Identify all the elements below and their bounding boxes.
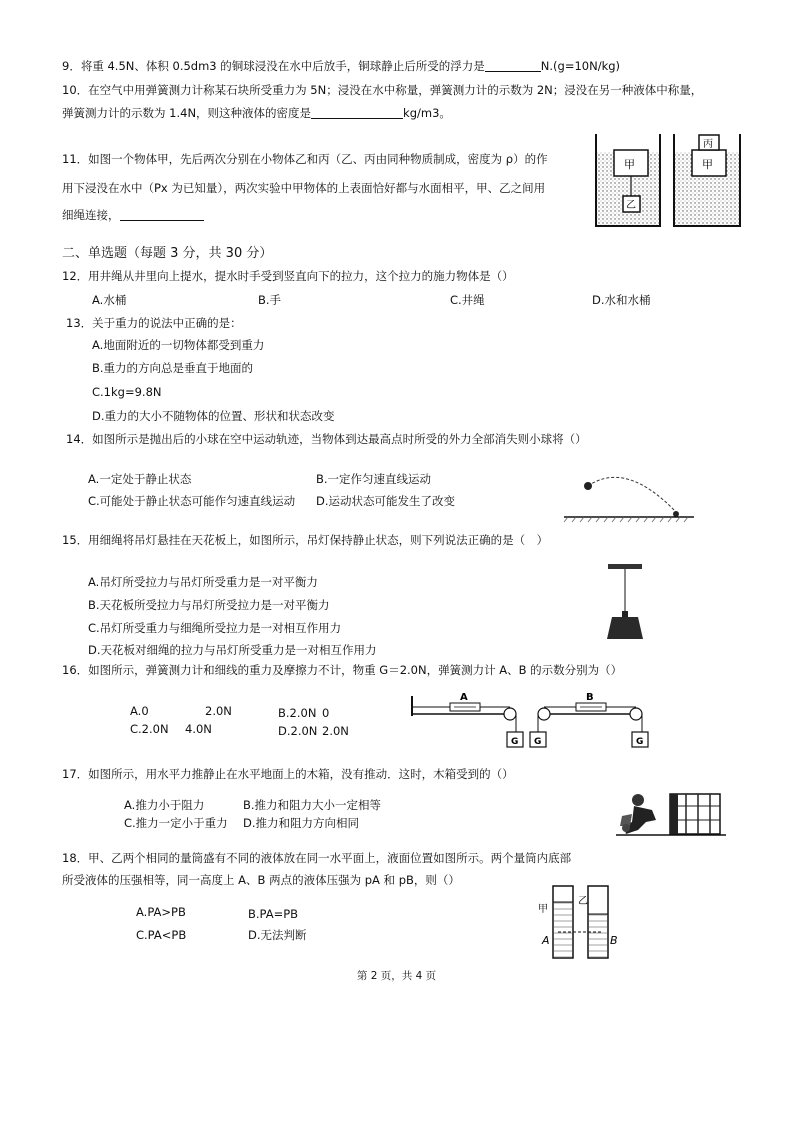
ball-landing	[673, 511, 679, 517]
q16-option-c-value: 4.0N	[185, 722, 212, 736]
person-pushing	[620, 794, 656, 834]
page-footer: 第 2 页，共 4 页	[356, 970, 437, 982]
label-g-1: G	[511, 737, 519, 747]
label-b: B	[586, 692, 594, 703]
trajectory-path	[588, 477, 676, 512]
q12-option-c[interactable]: C.井绳	[450, 293, 485, 307]
q10-line1: 10．在空气中用弹簧测力计称某石块所受重力为 5N；浸没在水中称量，弹簧测力计的示数为 2N；浸没在另一种液体中称量，	[62, 83, 703, 97]
q16-option-d[interactable]: D.2.0N	[278, 724, 318, 738]
pulley-b-right	[630, 708, 642, 720]
pulley-b-left	[538, 708, 550, 720]
q16-option-a-value: 2.0N	[205, 704, 232, 718]
q9-answer-blank[interactable]	[485, 59, 541, 72]
lamp-cap	[622, 611, 628, 617]
label-b: B	[610, 934, 618, 947]
q11-figure	[590, 130, 750, 230]
q9-text: 9．将重 4.5N、体积 0.5dm3 的铜球浸没在水中后放手，铜球静止后所受的浮力是	[62, 59, 485, 73]
q13-stem: 13．关于重力的说法中正确的是：	[66, 316, 242, 330]
q16-stem: 16．如图所示，弹簧测力计和细线的重力及摩擦力不计，物重 G＝2.0N，弹簧测力计 A、B 的示数分别为（）	[62, 663, 623, 677]
q18-line1: 18．甲、乙两个相同的量筒盛有不同的液体放在同一水平面上，液面位置如图所示。两个量筒内底部	[62, 851, 572, 865]
label-yi: 乙	[578, 896, 588, 907]
q17-option-a[interactable]: A.推力小于阻力	[124, 798, 205, 812]
q10-line2	[62, 105, 451, 121]
q14-option-c[interactable]: C.可能处于静止状态可能作匀速直线运动	[88, 494, 296, 508]
q16-option-a[interactable]: A.0	[130, 704, 149, 718]
q11-answer-blank[interactable]	[120, 208, 204, 221]
q13-option-c[interactable]: C.1kg=9.8N	[92, 385, 162, 399]
spring-scale-b-setup	[530, 692, 648, 747]
q17-figure	[616, 790, 726, 838]
q11-line1: 11．如图一个物体甲，先后两次分别在小物体乙和丙（乙、丙由同种物质制成，密度为 ρ）的作	[62, 152, 548, 166]
q18-option-a[interactable]: A.PA>PB	[136, 905, 186, 919]
q12-option-b[interactable]: B.手	[258, 293, 282, 307]
label-g-2: G	[534, 737, 542, 747]
q9-suffix: N.(g=10N/kg)	[540, 59, 621, 73]
q10-answer-blank[interactable]	[311, 106, 403, 119]
q14-option-b[interactable]: B.一定作匀速直线运动	[316, 472, 432, 486]
q14-option-a[interactable]: A.一定处于静止状态	[88, 472, 192, 486]
q13-option-d[interactable]: D.重力的大小不随物体的位置、形状和状态改变	[92, 409, 335, 423]
q13-option-b[interactable]: B.重力的方向总是垂直于地面的	[92, 361, 254, 375]
label-g-3: G	[636, 737, 644, 747]
ceiling	[608, 564, 642, 569]
q15-option-b[interactable]: B.天花板所受拉力与吊灯所受拉力是一对平衡力	[88, 598, 330, 612]
ball	[584, 482, 592, 490]
q16-option-b-value: 0	[322, 706, 330, 720]
q12-stem: 12．用井绳从井里向上提水，提水时手受到竖直向下的拉力，这个拉力的施力物体是（）	[62, 269, 514, 283]
q9-line	[62, 58, 620, 74]
section-title: 二、单选题（每题 3 分，共 30 分）	[62, 246, 273, 261]
q16-option-c[interactable]: C.2.0N	[130, 722, 169, 736]
q18-option-c[interactable]: C.PA<PB	[136, 928, 187, 942]
q18-option-d[interactable]: D.无法判断	[248, 928, 307, 942]
q15-stem: 15．用细绳将吊灯悬挂在天花板上，如图所示，吊灯保持静止状态，则下列说法正确的是（ ）	[62, 533, 549, 547]
label-bing: 丙	[703, 139, 713, 150]
q15-option-c[interactable]: C.吊灯所受重力与细绳所受拉力是一对相互作用力	[88, 621, 342, 635]
label-jia: 甲	[538, 904, 548, 915]
q11-line3	[62, 207, 204, 223]
q13-option-a[interactable]: A.地面附近的一切物体都受到重力	[92, 338, 265, 352]
wooden-box	[670, 794, 720, 834]
lamp-shade	[607, 617, 643, 639]
q12-option-d[interactable]: D.水和水桶	[592, 293, 651, 307]
q16-option-b[interactable]: B.2.0N	[278, 706, 317, 720]
q15-option-a[interactable]: A.吊灯所受拉力与吊灯所受重力是一对平衡力	[88, 575, 318, 589]
label-a: A	[460, 692, 468, 703]
liquid-jia	[554, 902, 572, 957]
q14-option-d[interactable]: D.运动状态可能发生了改变	[316, 494, 456, 508]
q16-figure	[410, 690, 656, 752]
q12-option-a[interactable]: A.水桶	[92, 293, 127, 307]
q17-option-d[interactable]: D.推力和阻力方向相同	[243, 816, 360, 830]
q17-option-c[interactable]: C.推力一定小于重力	[124, 816, 228, 830]
q14-stem: 14．如图所示是抛出后的小球在空中运动轨迹，当物体到达最高点时所受的外力全部消失则小球将（）	[66, 432, 587, 446]
q15-figure	[600, 563, 650, 645]
q18-option-b[interactable]: B.PA=PB	[248, 907, 299, 921]
q10-text: 弹簧测力计的示数为 1.4N，则这种液体的密度是	[62, 106, 312, 120]
liquid-yi	[589, 914, 607, 957]
q11-text: 细绳连接，	[62, 208, 120, 222]
q18-line2: 所受液体的压强相等，同一高度上 A、B 两点的液体压强为 pA 和 pB，则（）	[62, 873, 460, 887]
q18-figure	[536, 882, 622, 960]
spring-scale-a-setup	[412, 692, 523, 747]
q11-line2: 用下浸没在水中（Px 为已知量），两次实验中甲物体的上表面恰好都与水面相平，甲、乙之间用	[62, 181, 546, 195]
q16-option-d-value: 2.0N	[322, 724, 349, 738]
q14-figure	[564, 466, 694, 524]
label-yi: 乙	[626, 200, 636, 211]
q17-stem: 17．如图所示，用水平力推静止在水平地面上的木箱，没有推动．这时，木箱受到的（）	[62, 767, 514, 781]
label-a: A	[542, 934, 550, 947]
label-jia-right: 甲	[702, 158, 713, 171]
q10-suffix: kg/m3。	[403, 106, 451, 120]
label-jia-left: 甲	[624, 158, 635, 171]
pulley-a	[504, 708, 516, 720]
q17-option-b[interactable]: B.推力和阻力大小一定相等	[243, 798, 382, 812]
q15-option-d[interactable]: D.天花板对细绳的拉力与吊灯所受重力是一对相互作用力	[88, 643, 377, 657]
